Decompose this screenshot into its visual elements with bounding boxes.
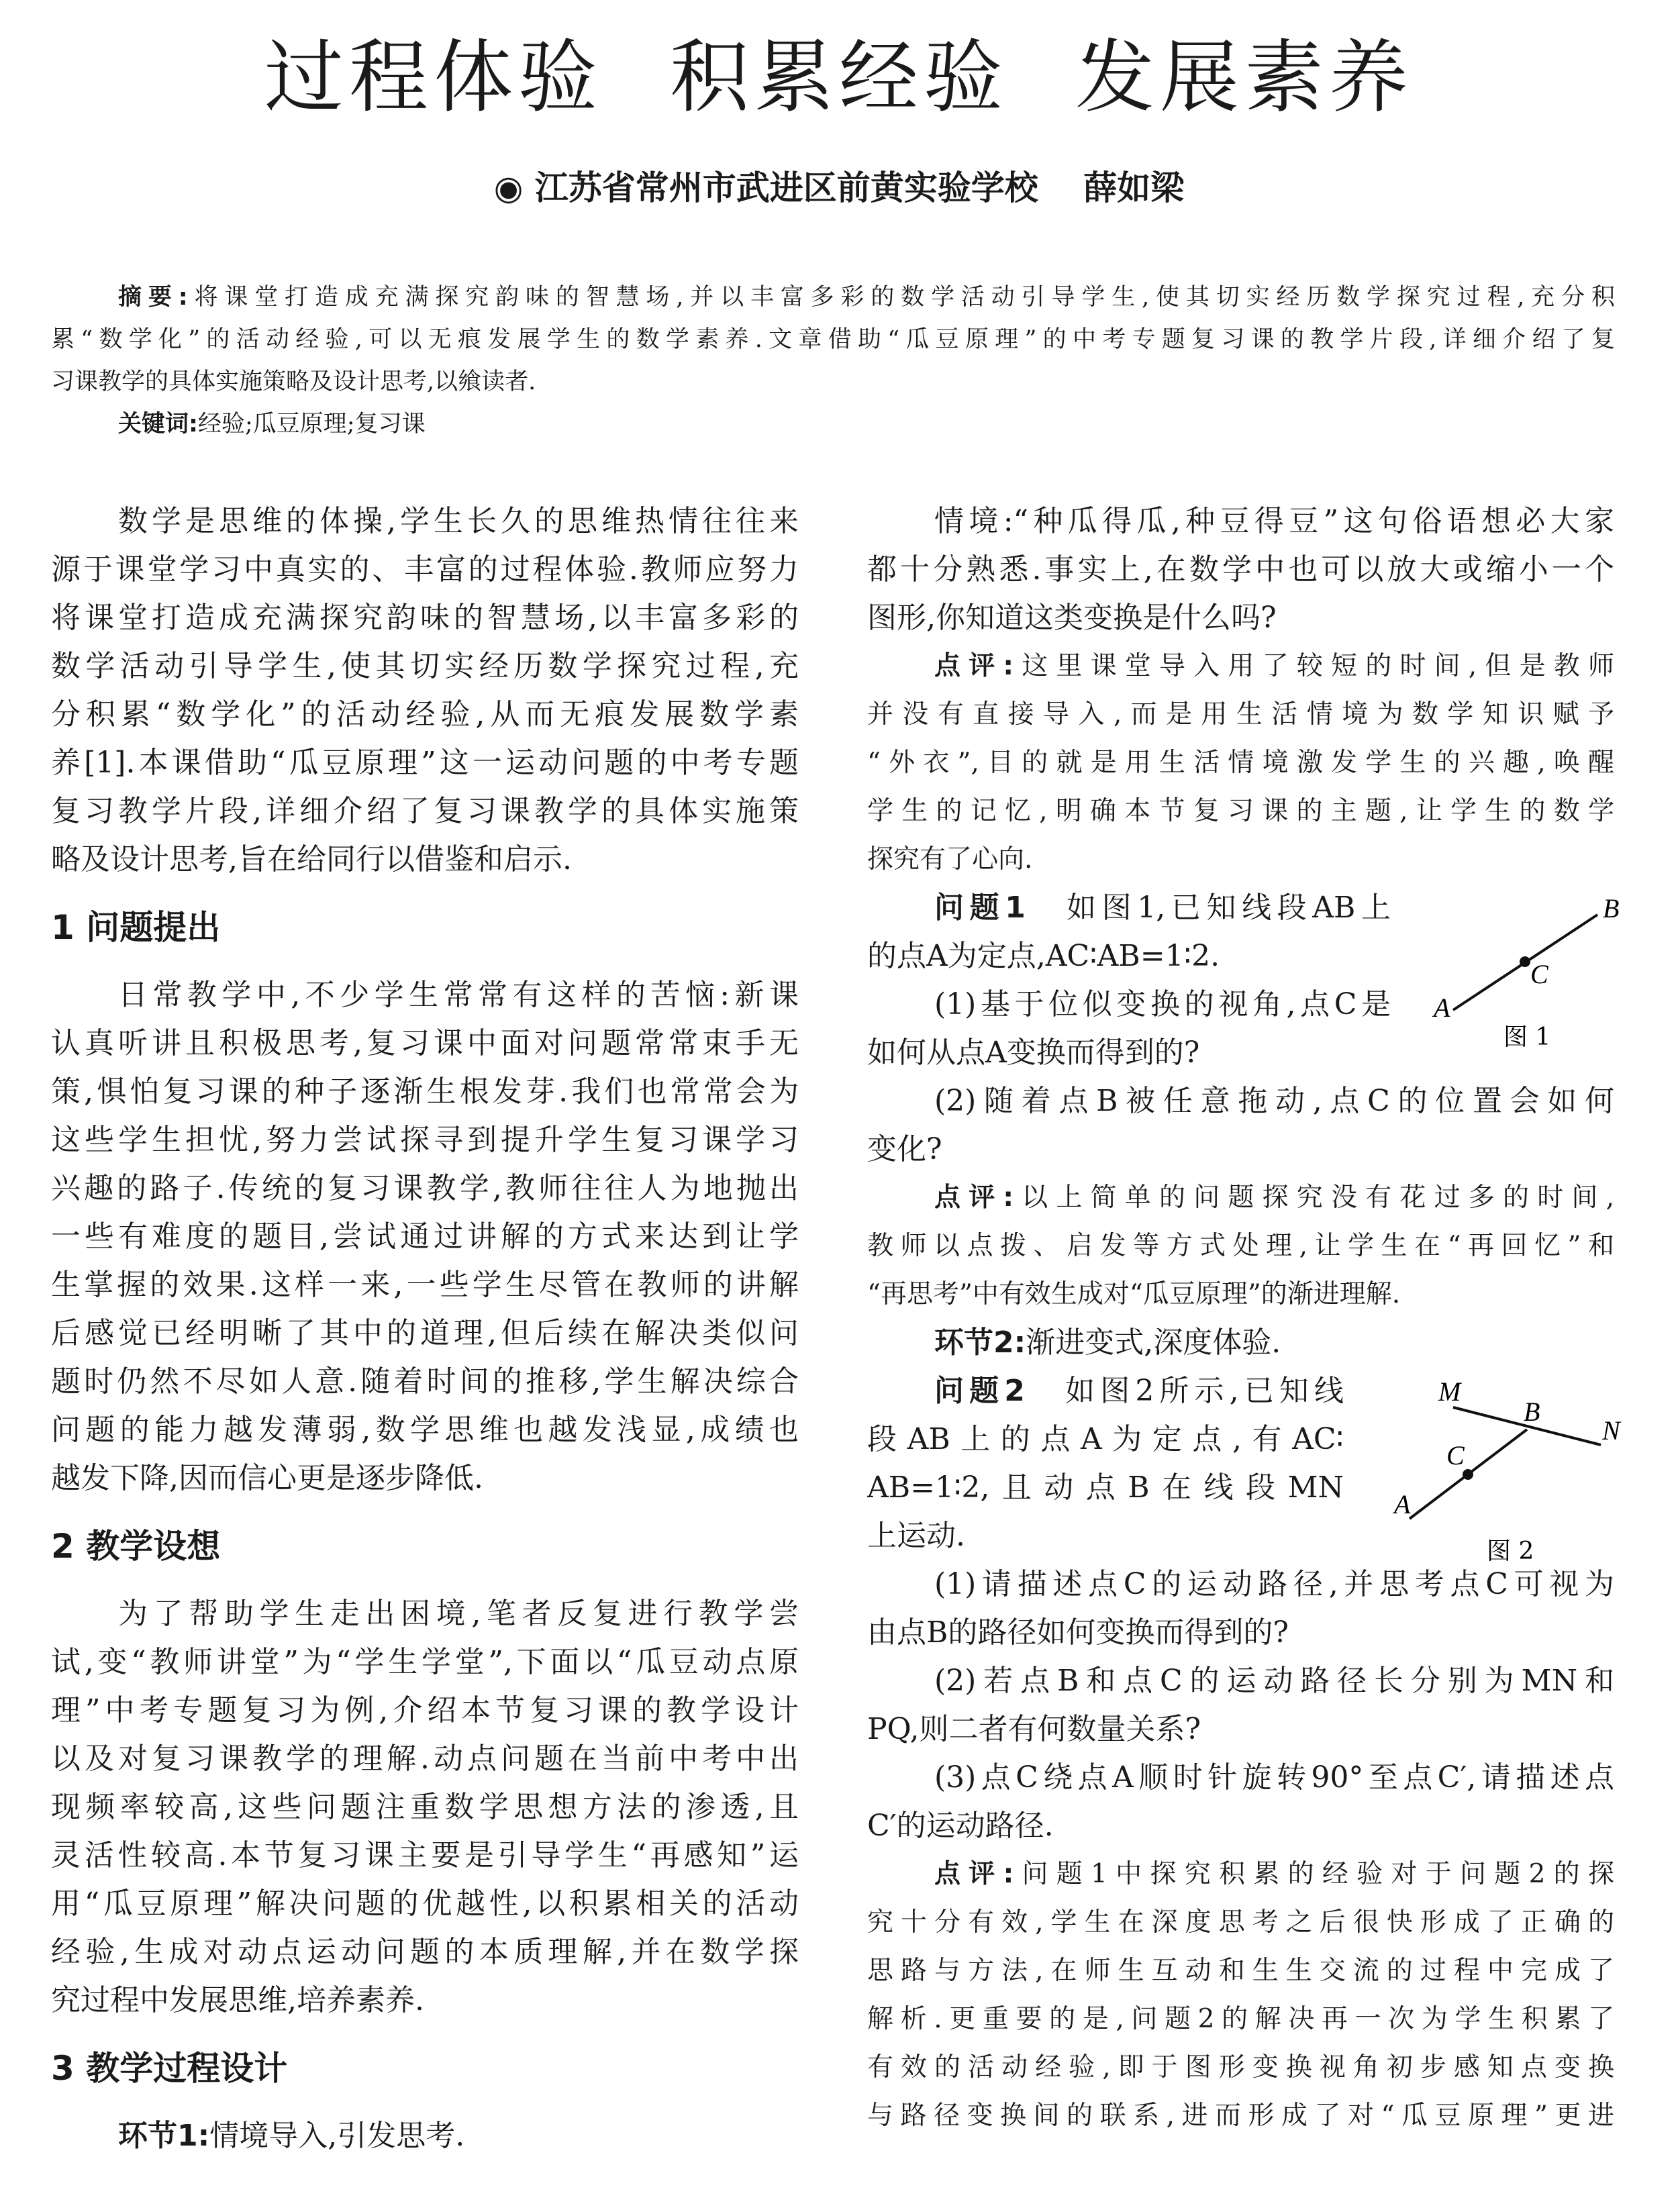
label-b: B	[1603, 893, 1620, 923]
line-text: (2)随着点B被任意拖动,点C的位置会如何	[934, 1084, 1614, 1118]
text-line	[867, 1222, 1614, 1270]
text-line	[51, 1116, 799, 1164]
title-part: 发展素养	[1075, 31, 1414, 123]
text-line	[867, 1319, 1614, 1367]
text-line	[867, 2092, 1614, 2140]
line-text: 渐进变式,深度体验.	[1026, 1325, 1281, 1360]
comment-paragraph	[867, 1850, 1614, 2140]
point-c	[1520, 956, 1530, 967]
text-line	[867, 884, 1391, 932]
label-a: A	[1394, 1489, 1411, 1519]
text-line	[867, 497, 1614, 546]
text-line	[51, 1358, 799, 1406]
line-text: 这里课堂导入用了较短的时间,但是教师	[1014, 651, 1614, 681]
text-line	[867, 1899, 1614, 1947]
figure-1-caption: 图 1	[1503, 1023, 1551, 1047]
paragraph	[867, 497, 1614, 642]
line-text: 变化?	[867, 1132, 942, 1166]
text-line	[51, 1019, 799, 1068]
line-text: 学生的记忆,明确本节复习课的主题,让学生的数学	[867, 796, 1614, 826]
text-line	[51, 739, 799, 787]
text-line	[51, 546, 799, 594]
text-line	[51, 971, 799, 1019]
abstract-line: 习课教学的具体实施策略及设计思考,以飨读者.	[51, 368, 536, 395]
text-line	[51, 1454, 799, 1503]
text-line	[867, 981, 1391, 1029]
line-text: 问题的能力越发薄弱,数学思维也越发浅显,成绩也	[51, 1413, 799, 1447]
line-text: 现频率较高,这些问题注重数学思想方法的渗透,且	[51, 1790, 799, 1824]
text-line	[867, 546, 1614, 594]
line-text: “外衣”,目的就是用生活情境激发学生的兴趣,唤醒	[867, 748, 1614, 778]
line-text: 数学是思维的体操,学生长久的思维热情往往来	[118, 504, 799, 538]
line-text: 题时仍然不尽如人意.随着时间的推移,学生解决综合	[51, 1364, 799, 1399]
comment-paragraph	[867, 642, 1614, 884]
line-text: 生掌握的效果.这样一来,一些学生尽管在教师的讲解	[51, 1268, 799, 1302]
author-name: 薛如梁	[1083, 168, 1185, 207]
label-c: C	[1446, 1440, 1465, 1470]
text-line	[867, 1029, 1391, 1077]
section-heading: 1 问题提出	[51, 908, 221, 947]
text-line	[51, 1783, 799, 1831]
line-text: 兴趣的路子.传统的复习课教学,教师往往人为地抛出	[51, 1171, 799, 1205]
left-column	[51, 497, 799, 2160]
line-text: 以及对复习课教学的理解.动点问题在当前中考中出	[51, 1742, 799, 1776]
line-text: 灵活性较高.本节复习课主要是引导学生“再感知”运	[51, 1838, 799, 1872]
text-line	[51, 1309, 799, 1358]
line-text: 究十分有效,学生在深度思考之后很快形成了正确的	[867, 1907, 1614, 1938]
line-text: 解析.更重要的是,问题2的解决再一次为学生积累了	[867, 2004, 1614, 2034]
keywords-line	[51, 403, 1615, 446]
line-text: (2)若点B和点C的运动路径长分别为MN和	[934, 1664, 1614, 1698]
paragraph-label: 环节1:	[118, 2119, 210, 2153]
title-part: 过程体验	[264, 31, 603, 123]
figure-2	[1386, 1372, 1641, 1567]
author-affiliation: 江苏省常州市武进区前黄实验学校	[534, 168, 1038, 207]
text-line	[867, 1995, 1614, 2044]
line-text: 一些有难度的题目,尝试通过讲解的方式来达到让学	[51, 1219, 799, 1254]
text-line	[51, 1068, 799, 1116]
line-text: 后感觉已经明晰了其中的道理,但后续在解决类似问	[51, 1316, 799, 1350]
line-text: 教师以点拨、启发等方式处理,让学生在“再回忆”和	[867, 1231, 1614, 1261]
line-text: 策,惧怕复习课的种子逐渐生根发芽.我们也常常会为	[51, 1074, 799, 1109]
text-line	[51, 1213, 799, 1261]
text-line	[867, 932, 1391, 981]
line-text: 为了帮助学生走出困境,笔者反复进行教学尝	[118, 1597, 799, 1631]
bullet-icon: ◉	[493, 168, 524, 207]
author-line	[0, 164, 1678, 211]
label-c: C	[1530, 959, 1548, 989]
paragraph	[867, 1657, 1614, 1754]
line-text: “再思考”中有效生成对“瓜豆原理”的渐进理解.	[867, 1279, 1401, 1309]
point-c	[1463, 1469, 1473, 1480]
text-line	[867, 1802, 1614, 1850]
article-title	[0, 27, 1678, 128]
figure-2-diagram	[1386, 1372, 1641, 1567]
paragraph	[867, 1560, 1614, 1657]
abstract-line	[51, 276, 1615, 319]
label-a: A	[1434, 993, 1450, 1023]
text-line	[867, 2044, 1614, 2092]
text-line	[51, 1976, 799, 2025]
text-line	[867, 1367, 1344, 1415]
figure-1	[1430, 889, 1631, 1047]
section-heading: 3 教学过程设计	[51, 2049, 288, 2088]
abstract-text: 将课堂打造成充满探究韵味的智慧场,并以丰富多彩的数学活动引导学生,使其切实经历数学探究过程,充分积	[187, 284, 1615, 311]
paragraph-label: 环节2:	[934, 1325, 1026, 1360]
paragraph	[51, 971, 799, 1503]
paragraph	[867, 1754, 1614, 1850]
text-line	[51, 1880, 799, 1928]
line-text: 如图2所示,已知线	[1024, 1374, 1344, 1408]
text-line	[867, 1850, 1614, 1899]
label-m: M	[1438, 1376, 1461, 1407]
paragraph-label: 问题1	[934, 891, 1026, 925]
line-text: 与路径变换间的联系,进而形成了对“瓜豆原理”更进	[867, 2101, 1614, 2131]
paragraph-label: 点评:	[934, 1859, 1014, 1889]
text-line	[51, 2112, 799, 2160]
line-text: C′的运动路径.	[867, 1809, 1054, 1843]
line-text: 略及设计思考,旨在给同行以借鉴和启示.	[51, 842, 572, 876]
text-line	[51, 1406, 799, 1454]
paragraph	[51, 1590, 799, 2025]
paragraph	[51, 497, 799, 884]
text-line	[867, 1705, 1614, 1754]
paragraph	[867, 1077, 1614, 1174]
title-part: 积累经验	[669, 31, 1008, 123]
text-line	[867, 1270, 1614, 1319]
line-text: 用“瓜豆原理”解决问题的优越性,以积累相关的活动	[51, 1887, 799, 1921]
line-text: 由点B的路径如何变换而得到的?	[867, 1615, 1289, 1650]
text-line	[867, 691, 1614, 739]
text-line	[51, 642, 799, 691]
text-line	[867, 836, 1614, 884]
line-text: 上运动.	[867, 1519, 965, 1553]
text-line	[867, 1174, 1614, 1222]
line-text: 如何从点A变换而得到的?	[867, 1036, 1200, 1070]
text-line	[867, 594, 1614, 642]
text-line	[867, 1754, 1614, 1802]
figure-1-diagram	[1430, 889, 1631, 1047]
abstract	[51, 276, 1615, 446]
text-line	[867, 1657, 1614, 1705]
text-line	[867, 1415, 1344, 1464]
line-text: 理”中考专题复习为例,介绍本节复习课的教学设计	[51, 1693, 799, 1727]
comment-paragraph	[867, 1174, 1614, 1319]
paragraph-label: 问题2	[934, 1374, 1025, 1408]
text-line	[51, 836, 799, 884]
right-column	[867, 497, 1614, 2140]
label-n: N	[1602, 1415, 1620, 1446]
line-text: 分积累“数学化”的活动经验,从而无痕发展数学素	[51, 697, 799, 732]
line-text: 如图1,已知线段AB上	[1025, 891, 1391, 925]
text-line	[867, 739, 1614, 787]
text-line	[51, 787, 799, 836]
line-text: AB=1∶2,且动点B在线段MN	[867, 1470, 1344, 1505]
line-text: 探究有了心向.	[867, 844, 1033, 874]
abstract-line: 累“数学化”的活动经验,可以无痕发展学生的数学素养.文章借助“瓜豆原理”的中考专题复习课的教学片段,详细介绍了复	[51, 326, 1615, 353]
line-text: 认真听讲且积极思考,复习课中面对问题常常束手无	[51, 1026, 799, 1060]
text-line	[51, 1261, 799, 1309]
line-text: 情境:“种瓜得瓜,种豆得豆”这句俗语想必大家	[934, 504, 1614, 538]
line-text: 情境导入,引发思考.	[209, 2119, 465, 2153]
paragraph-label: 点评:	[934, 1183, 1014, 1213]
line-text: 并没有直接导入,而是用生活情境为数学知识赋予	[867, 699, 1614, 730]
text-line	[867, 1609, 1614, 1657]
text-line	[51, 1590, 799, 1638]
text-line	[867, 787, 1614, 836]
line-text: 经验,生成对动点运动问题的本质理解,并在数学探	[51, 1935, 799, 1969]
line-text: 段AB上的点A为定点,有AC∶	[867, 1422, 1344, 1456]
line-text: 这些学生担忧,努力尝试探寻到提升学生复习课学习	[51, 1123, 799, 1157]
line-text: 的点A为定点,AC∶AB=1∶2.	[867, 939, 1220, 973]
text-line	[51, 1638, 799, 1687]
line-text: 以上简单的问题探究没有花过多的时间,	[1014, 1183, 1614, 1213]
line-text: 养[1].本课借助“瓜豆原理”这一运动问题的中考专题	[51, 746, 799, 780]
text-line	[867, 1947, 1614, 1995]
keywords: 经验;瓜豆原理;复习课	[198, 411, 426, 438]
line-text: 都十分熟悉.事实上,在数学中也可以放大或缩小一个	[867, 552, 1614, 587]
keywords-label: 关键词:	[118, 411, 198, 438]
text-line	[867, 1464, 1344, 1512]
text-line	[867, 642, 1614, 691]
line-text: (1)请描述点C的运动路径,并思考点C可视为	[934, 1567, 1614, 1601]
text-line	[51, 1928, 799, 1976]
line-text: 复习教学片段,详细介绍了复习课教学的具体实施策	[51, 794, 799, 828]
text-line	[51, 1687, 799, 1735]
line-text: (1)基于位似变换的视角,点C是	[934, 987, 1391, 1021]
line-text: PQ,则二者有何数量关系?	[867, 1712, 1201, 1746]
paragraph	[867, 1319, 1614, 1367]
text-line	[51, 691, 799, 739]
paragraph-label: 点评:	[934, 651, 1014, 681]
text-line	[51, 1735, 799, 1783]
line-text: 将课堂打造成充满探究韵味的智慧场,以丰富多彩的	[51, 601, 799, 635]
figure-2-caption: 图 2	[1487, 1538, 1534, 1565]
line-text: 问题1中探究积累的经验对于问题2的探	[1014, 1859, 1614, 1889]
line-text: 数学活动引导学生,使其切实经历数学探究过程,充	[51, 649, 799, 683]
text-line	[51, 1164, 799, 1213]
text-line	[867, 1125, 1614, 1174]
abstract-label: 摘要:	[118, 284, 188, 311]
line-text: (3)点C绕点A顺时针旋转90°至点C′,请描述点	[934, 1760, 1614, 1795]
text-line	[51, 594, 799, 642]
text-line	[51, 497, 799, 546]
text-line	[867, 1560, 1614, 1609]
text-line	[867, 1512, 1344, 1560]
line-text: 源于课堂学习中真实的、丰富的过程体验.教师应努力	[51, 552, 799, 587]
paragraph	[51, 2112, 799, 2160]
line-text: 试,变“教师讲堂”为“学生学堂”,下面以“瓜豆动点原	[51, 1645, 799, 1679]
line-text: 思路与方法,在师生互动和生生交流的过程中完成了	[867, 1956, 1614, 1986]
line-text: 图形,你知道这类变换是什么吗?	[867, 601, 1277, 635]
label-b: B	[1524, 1397, 1540, 1427]
text-line	[867, 1077, 1614, 1125]
text-line	[51, 1831, 799, 1880]
section-heading: 2 教学设想	[51, 1527, 221, 1566]
line-text: 越发下降,因而信心更是逐步降低.	[51, 1461, 483, 1495]
line-text: 有效的活动经验,即于图形变换视角初步感知点变换	[867, 2052, 1614, 2082]
line-text: 究过程中发展思维,培养素养.	[51, 1983, 424, 2017]
line-text: 日常教学中,不少学生常常有这样的苦恼:新课	[118, 978, 799, 1012]
